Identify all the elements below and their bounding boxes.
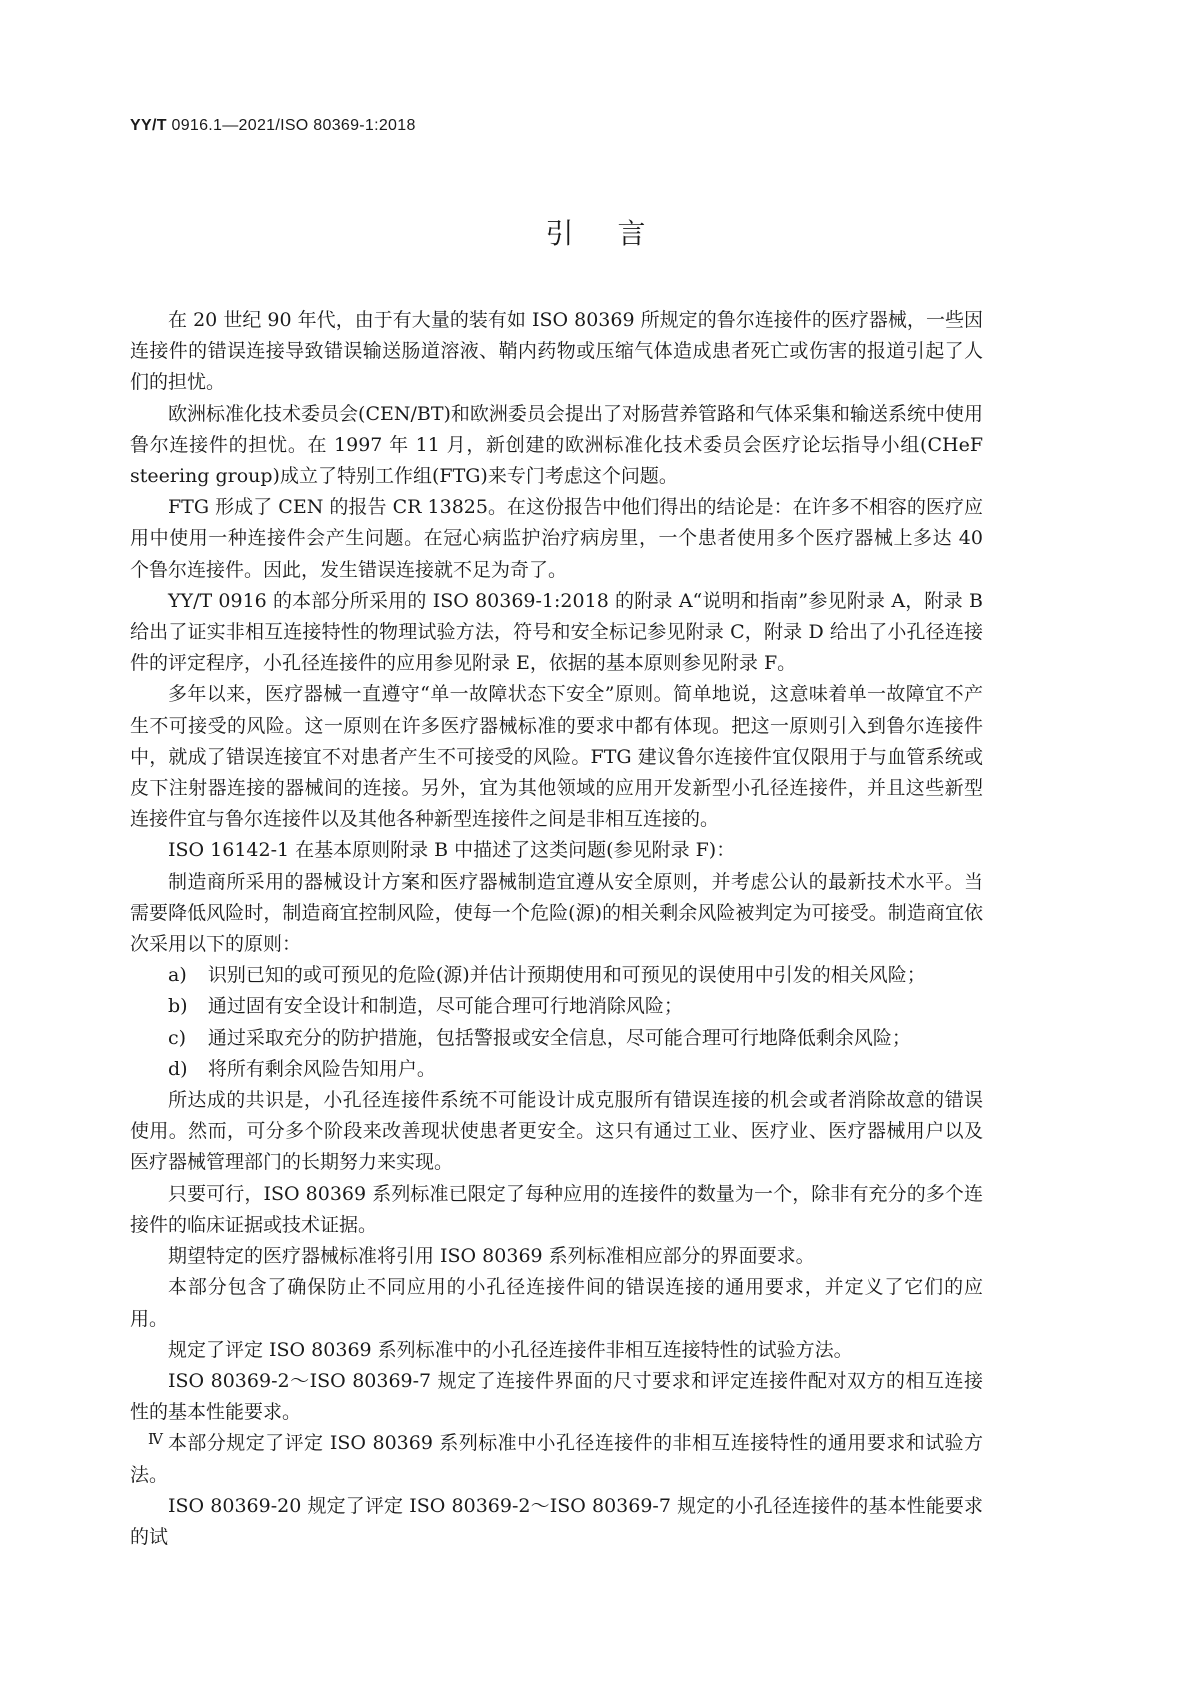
document-body [130, 305, 983, 1553]
paragraph: ISO 80369-2～ISO 80369-7 规定了连接件界面的尺寸要求和评定连接件配对双方的相互连接性的基本性能要求。 [130, 1369, 983, 1424]
list-item [130, 991, 983, 1022]
list-text: 将所有剩余风险告知用户。 [207, 1057, 436, 1080]
list-label: a) [168, 964, 187, 987]
page-number: Ⅳ [148, 1430, 163, 1448]
standard-number: 0916.1—2021/ISO 80369-1:2018 [166, 117, 416, 134]
paragraph: 制造商所采用的器械设计方案和医疗器械制造宜遵从安全原则，并考虑公认的最新技术水平。当需要降低风险时，制造商宜控制风险，使每一个危险(源)的相关剩余风险被判定为可接受。制造商宜依次采用以下的原则： [130, 870, 983, 956]
paragraph: YY/T 0916 的本部分所采用的 ISO 80369-1:2018 的附录 A“说明和指南”参见附录 A，附录 B 给出了证实非相互连接特性的物理试验方法，符号和安全标记参见附录 C，附录 D 给出了小孔径连接件的评定程序，小孔径连接件的应用参见附录 E，依据的基本原则参见附录 F。 [130, 589, 983, 675]
list-text: 识别已知的或可预见的危险(源)并估计预期使用和可预见的误使用中引发的相关风险； [207, 964, 926, 987]
list-item [130, 1023, 983, 1054]
paragraph: 多年以来，医疗器械一直遵守“单一故障状态下安全”原则。简单地说，这意味着单一故障宜不产生不可接受的风险。这一原则在许多医疗器械标准的要求中都有体现。把这一原则引入到鲁尔连接件中，就成了错误连接宜不对患者产生不可接受的风险。FTG 建议鲁尔连接件宜仅限用于与血管系统或皮下注射器连接的器械间的连接。另外，宜为其他领域的应用开发新型小孔径连接件，并且这些新型连接件宜与鲁尔连接件以及其他各种新型连接件之间是非相互连接的。 [130, 683, 983, 831]
paragraph: 期望特定的医疗器械标准将引用 ISO 80369 系列标准相应部分的界面要求。 [168, 1245, 815, 1268]
standard-code: YY/T [130, 117, 167, 134]
paragraph: 所达成的共识是，小孔径连接件系统不可能设计成克服所有错误连接的机会或者消除故意的错误使用。然而，可分多个阶段来改善现状使患者更安全。这只有通过工业、医疗业、医疗器械用户以及医疗器械管理部门的长期努力来实现。 [130, 1089, 983, 1174]
list-label: c) [168, 1026, 187, 1049]
paragraph: FTG 形成了 CEN 的报告 CR 13825。在这份报告中他们得出的结论是：在许多不相容的医疗应用中使用一种连接件会产生问题。在冠心病监护治疗病房里，一个患者使用多个医疗器械上多达 40 个鲁尔连接件。因此，发生错误连接就不足为奇了。 [130, 496, 983, 581]
page-title: 引言 [545, 217, 690, 250]
document-header [130, 117, 416, 135]
list-item [130, 1054, 983, 1085]
paragraph: 本部分规定了评定 ISO 80369 系列标准中小孔径连接件的非相互连接特性的通用要求和试验方法。 [130, 1432, 983, 1486]
list-label: b) [168, 995, 188, 1018]
list-text: 通过采取充分的防护措施，包括警报或安全信息，尽可能合理可行地降低剩余风险； [207, 1026, 911, 1049]
list-label: d) [168, 1057, 188, 1080]
paragraph: 规定了评定 ISO 80369 系列标准中的小孔径连接件非相互连接特性的试验方法。 [168, 1338, 853, 1361]
paragraph: 只要可行，ISO 80369 系列标准已限定了每种应用的连接件的数量为一个，除非有充分的多个连接件的临床证据或技术证据。 [130, 1182, 983, 1236]
list-item [130, 960, 983, 991]
paragraph: ISO 80369-20 规定了评定 ISO 80369-2～ISO 80369-7 规定的小孔径连接件的基本性能要求的试 [130, 1494, 983, 1548]
paragraph: 在 20 世纪 90 年代，由于有大量的装有如 ISO 80369 所规定的鲁尔连接件的医疗器械，一些因连接件的错误连接导致错误输送肠道溶液、鞘内药物或压缩气体造成患者死亡或伤害的报道引起了人们的担忧。 [130, 309, 983, 394]
paragraph: ISO 16142-1 在基本原则附录 B 中描述了这类问题(参见附录 F)： [168, 839, 736, 862]
list-text: 通过固有安全设计和制造，尽可能合理可行地消除风险； [207, 995, 683, 1018]
paragraph: 本部分包含了确保防止不同应用的小孔径连接件间的错误连接的通用要求，并定义了它们的应用。 [130, 1276, 983, 1330]
paragraph: 欧洲标准化技术委员会(CEN/BT)和欧洲委员会提出了对肠营养管路和气体采集和输送系统中使用鲁尔连接件的担忧。在 1997 年 11 月，新创建的欧洲标准化技术委员会医疗论坛指导小组(CHeF steering group)成立了特别工作组(FTG)来专门考虑这个问题。 [130, 402, 983, 488]
